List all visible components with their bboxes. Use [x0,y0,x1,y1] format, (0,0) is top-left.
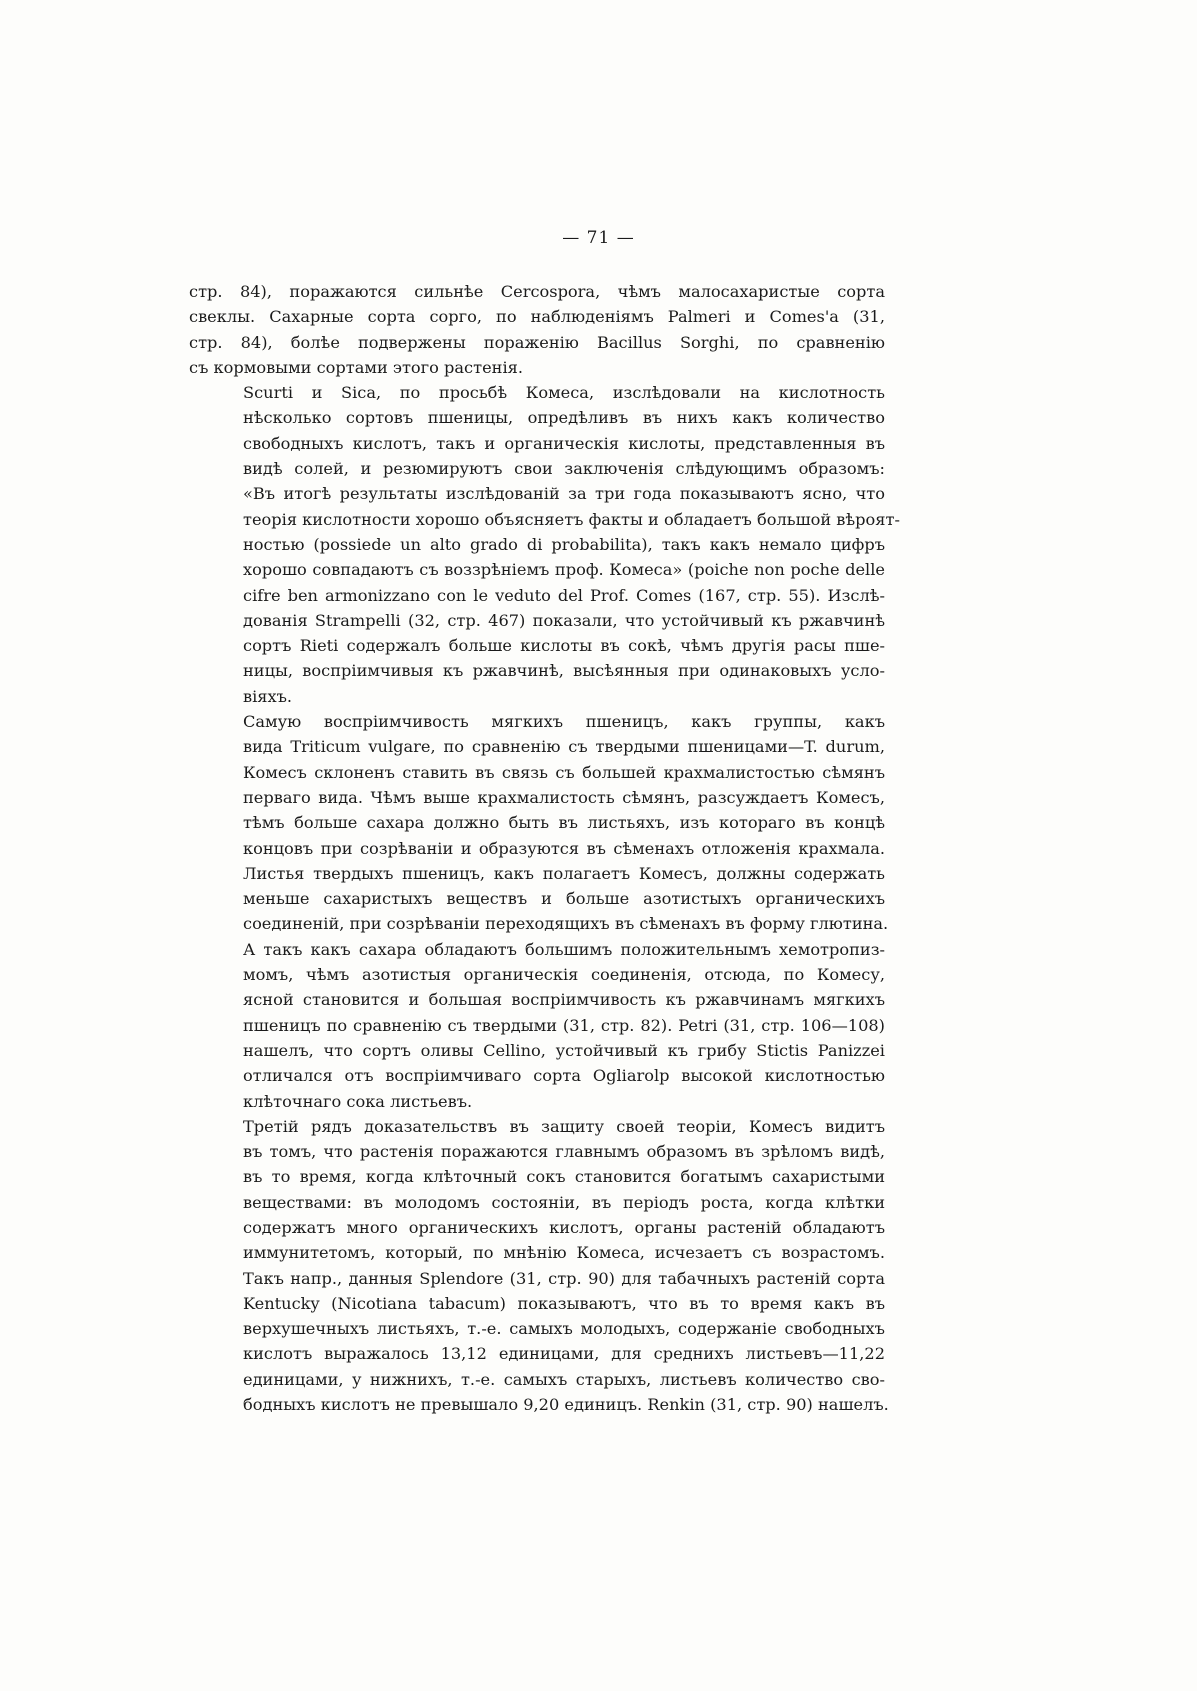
text-line: cifre ben armonizzano con le veduto del Prof. Comes (167, стр. 55). Изслѣ- [243,585,885,605]
body-text [189,279,900,1417]
text-line: содержатъ много органическихъ кислотъ, органы растеній обладаютъ [243,1217,885,1237]
text-line: свободныхъ кислотъ, такъ и органическія кислоты, представленныя въ [243,433,885,453]
text-line: ницы, воспріимчивыя къ ржавчинѣ, высѣянныя при одинаковыхъ усло- [243,661,885,681]
text-line: А такъ какъ сахара обладаютъ большимъ положительнымъ хемотропиз- [243,939,885,959]
text-line: Такъ напр., данныя Splendore (31, стр. 90) для табачныхъ растеній сорта [243,1268,885,1288]
text-line: Самую воспріимчивость мягкихъ пшеницъ, какъ группы, какъ [243,712,885,732]
text-line: въ томъ, что растенія поражаются главнымъ образомъ въ зрѣломъ видѣ, [243,1142,885,1162]
text-line: свеклы. Сахарные сорта сорго, по наблюденіямъ Palmeri и Comes'a (31, [189,307,885,327]
text-line: бодныхъ кислотъ не превышало 9,20 единицъ. Renkin (31, стр. 90) нашелъ. [243,1395,889,1415]
text-line: въ то время, когда клѣточный сокъ становится богатымъ сахаристыми [243,1167,885,1187]
text-line: съ кормовыми сортами этого растенія. [189,357,523,377]
text-line: клѣточнаго сока листьевъ. [243,1091,473,1111]
text-line: теорія кислотности хорошо объясняетъ факты и обладаетъ большой вѣроят- [243,509,900,529]
text-line: нашелъ, что сортъ оливы Cellino, устойчивый къ грибу Stictis Panizzei [243,1040,885,1060]
paragraph [189,709,889,1114]
text-line: віяхъ. [243,686,293,706]
text-line: ясной становится и большая воспріимчивость къ ржавчинамъ мягкихъ [243,990,885,1010]
text-line: веществами: въ молодомъ состояніи, въ періодъ роста, когда клѣтки [243,1192,885,1212]
text-line: тѣмъ больше сахара должно быть въ листьяхъ, изъ котораго въ концѣ [243,813,885,833]
text-line: кислотъ выражалось 13,12 единицами, для среднихъ листьевъ—11,22 [243,1344,885,1364]
text-line: «Въ итогѣ результаты изслѣдованій за три года показываютъ ясно, что [243,484,885,504]
page-number: — 71 — [562,228,635,248]
text-line: соединеній, при созрѣваніи переходящихъ въ сѣменахъ въ форму глютина. [243,914,889,934]
text-line: Листья твердыхъ пшеницъ, какъ полагаетъ Комесъ, должны содержать [243,863,885,883]
text-line: дованія Strampelli (32, стр. 467) показали, что устойчивый къ ржавчинѣ [243,610,885,630]
text-line: Kentucky (Nicotiana tabacum) показываютъ, что въ то время какъ въ [243,1293,885,1313]
text-line: стр. 84), болѣе подвержены пораженію Bacillus Sorghi, по сравненію [189,332,885,352]
paragraph [189,380,900,709]
text-line: Третій рядъ доказательствъ въ защиту своей теоріи, Комесъ видитъ [243,1116,885,1136]
text-line: перваго вида. Чѣмъ выше крахмалистость сѣмянъ, разсуждаетъ Комесъ, [243,787,885,807]
text-line: стр. 84), поражаются сильнѣе Cercospora, чѣмъ малосахаристые сорта [189,282,885,301]
text-line: нѣсколько сортовъ пшеницы, опредѣливъ въ нихъ какъ количество [243,408,885,428]
text-line: момъ, чѣмъ азотистыя органическія соединенія, отсюда, по Комесу, [243,965,885,985]
text-line: Scurti и Sica, по просьбѣ Комеса, изслѣдовали на кислотность [243,383,885,403]
paragraph [189,1114,889,1418]
text-line: видѣ солей, и резюмируютъ свои заключенія слѣдующимъ образомъ: [243,459,885,479]
text-line: сортъ Rieti содержалъ больше кислоты въ сокѣ, чѣмъ другія расы пше- [243,636,885,656]
text-line: ностью (possiede un alto grado di probabilita), такъ какъ немало цифръ [243,534,885,554]
text-line: концовъ при созрѣваніи и образуются въ сѣменахъ отложенія крахмала. [243,838,885,858]
text-line: отличался отъ воспріимчиваго сорта Ogliarolp высокой кислотностью [243,1066,885,1086]
text-line: Комесъ склоненъ ставить въ связь съ большей крахмалистостью сѣмянъ [243,762,885,782]
text-line: единицами, у нижнихъ, т.-е. самыхъ старыхъ, листьевъ количество сво- [243,1369,885,1389]
text-line: пшеницъ по сравненію съ твердыми (31, стр. 82). Petri (31, стр. 106—108) [243,1015,885,1035]
paragraph [189,279,885,380]
text-line: иммунитетомъ, который, по мнѣнію Комеса, исчезаетъ съ возрастомъ. [243,1243,885,1263]
text-line: верхушечныхъ листьяхъ, т.-е. самыхъ молодыхъ, содержаніе свободныхъ [243,1319,885,1339]
text-line: меньше сахаристыхъ веществъ и больше азотистыхъ органическихъ [243,889,885,909]
text-line: хорошо совпадаютъ съ воззрѣніемъ проф. Комеса» (poiche non poche delle [243,560,885,580]
text-line: вида Triticum vulgare, по сравненію съ твердыми пшеницами—T. durum, [243,737,885,757]
